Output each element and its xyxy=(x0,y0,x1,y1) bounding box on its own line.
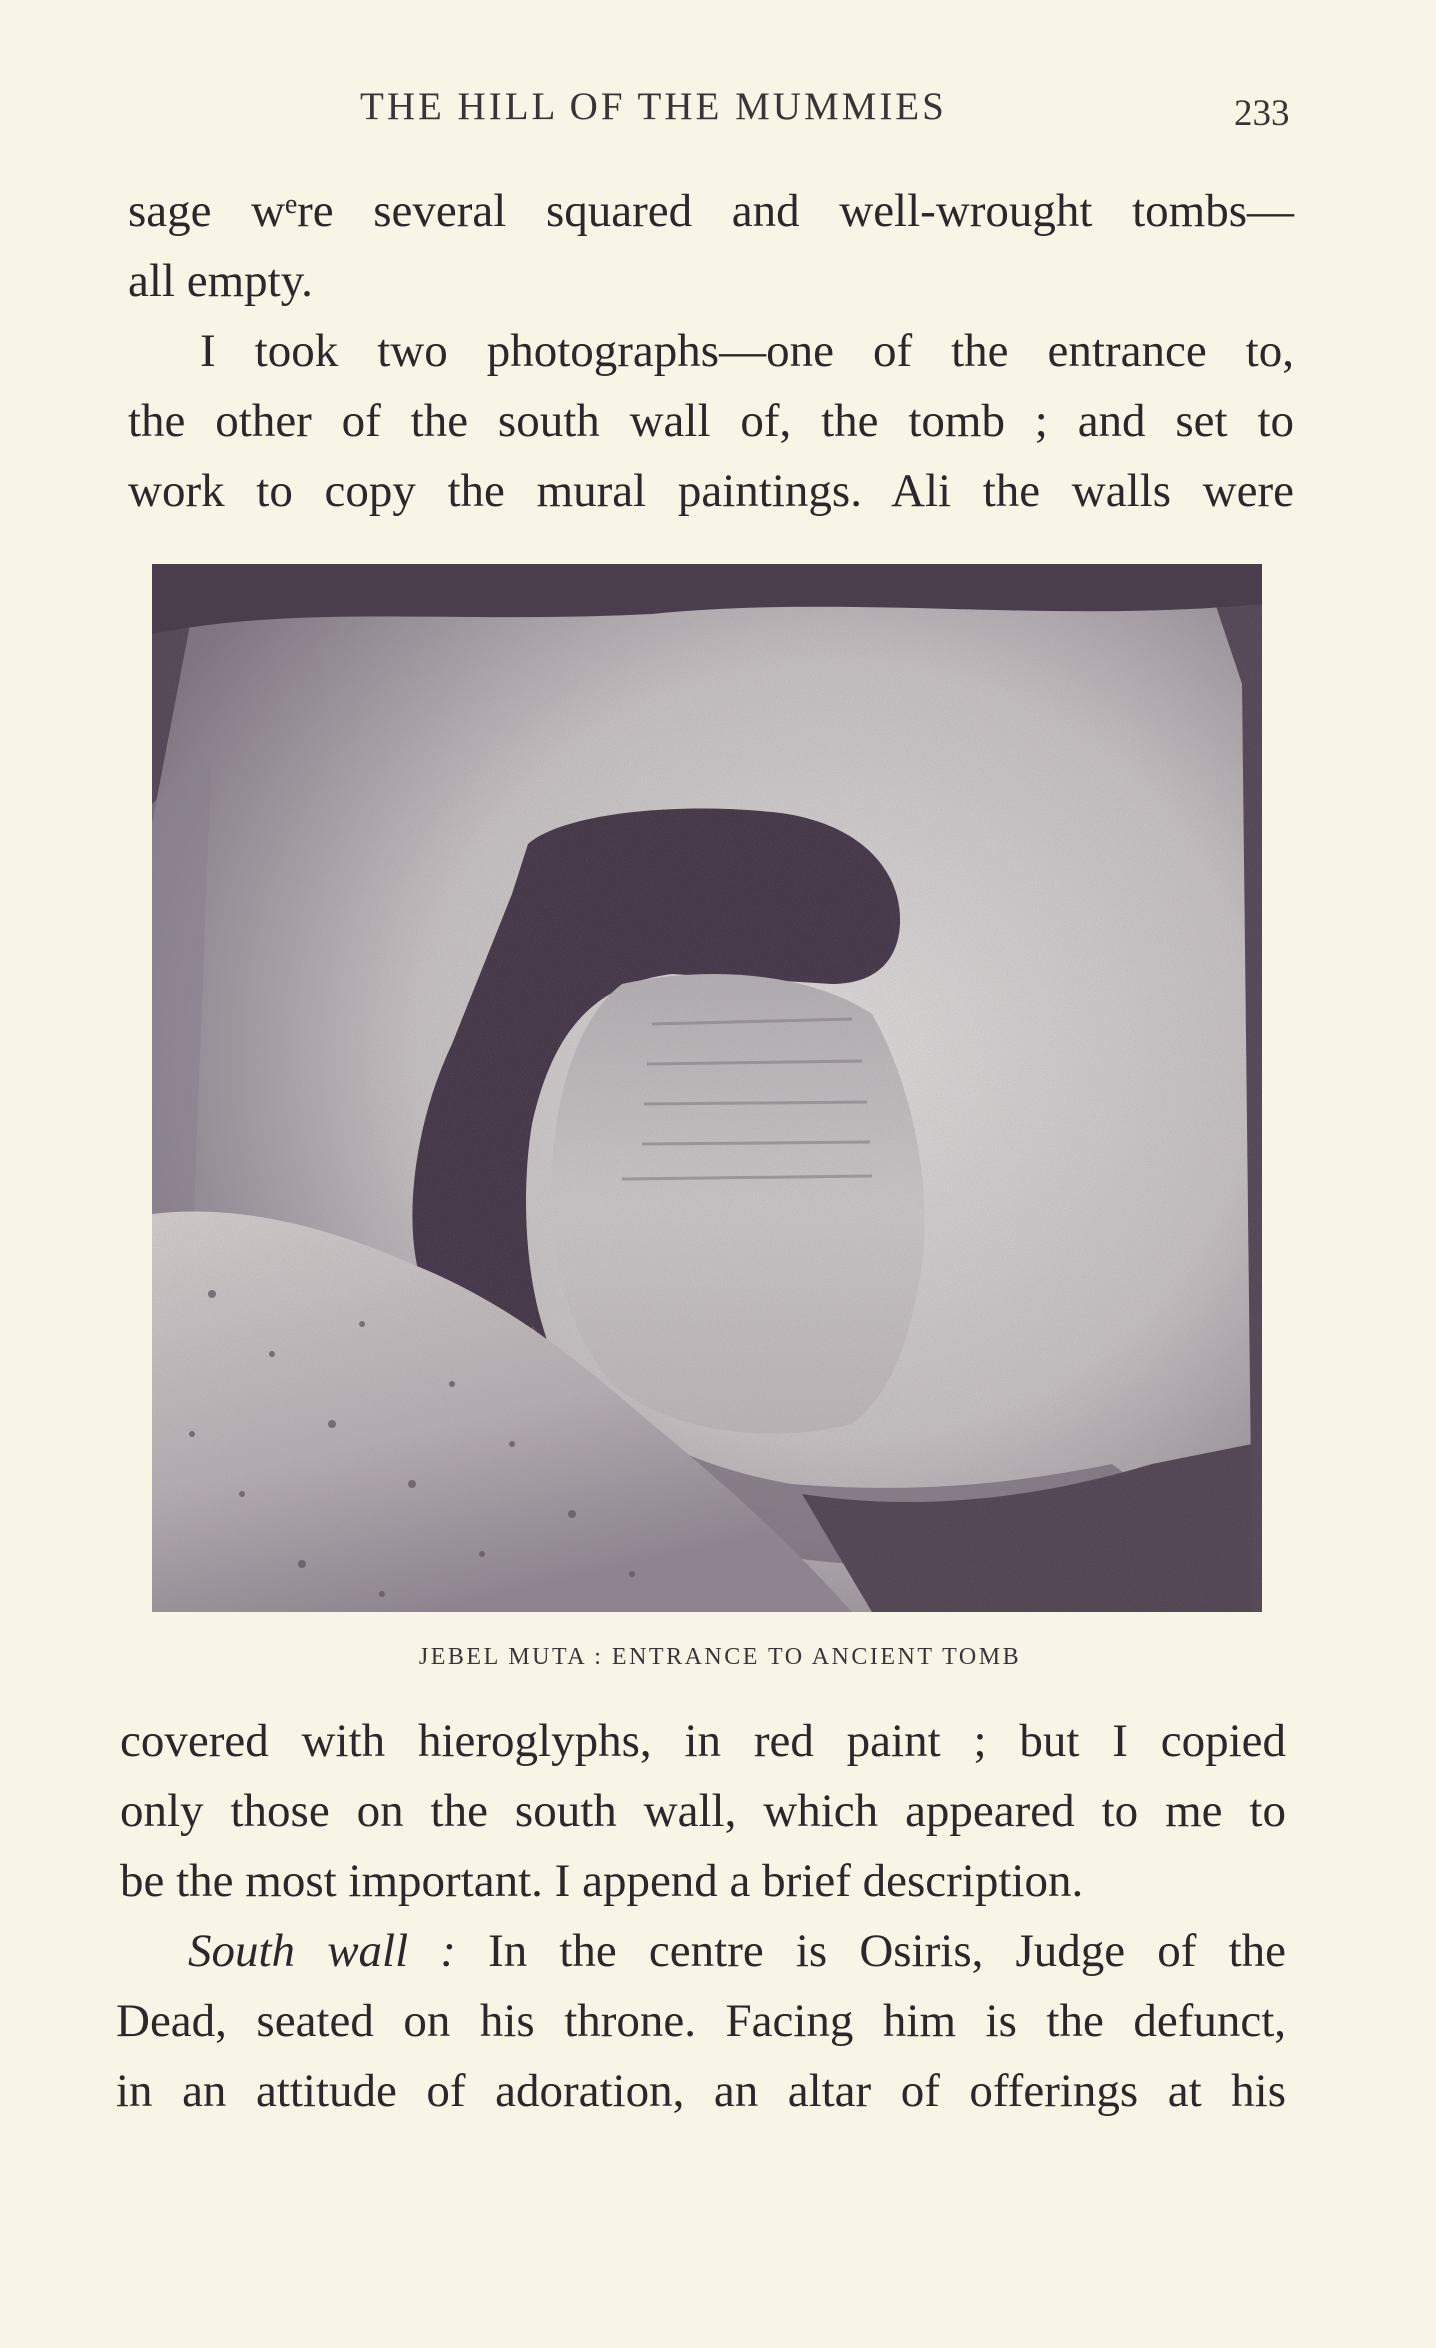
paragraph-3 xyxy=(120,1706,1286,1916)
text-line: covered with hieroglyphs, in red paint ; but I copied xyxy=(120,1715,1286,1767)
text-line: sage wᵉre several squared and well-wrought tombs— xyxy=(128,185,1294,237)
text-line: all empty. xyxy=(128,255,313,307)
text-line: be the most important. I append a brief description. xyxy=(120,1855,1084,1907)
italic-lead: South wall : xyxy=(188,1925,456,1977)
page-number: 233 xyxy=(1234,93,1290,134)
figure-caption: JEBEL MUTA : ENTRANCE TO ANCIENT TOMB xyxy=(418,1644,1022,1670)
text-line: in an attitude of adoration, an altar of offerings at his xyxy=(116,2065,1286,2117)
text-line: Dead, seated on his throne. Facing him is the defunct, xyxy=(116,1995,1286,2047)
photograph-plate xyxy=(152,564,1262,1612)
tomb-entrance-photo xyxy=(152,564,1262,1612)
text-line: only those on the south wall, which appeared to me to xyxy=(120,1785,1286,1837)
text-line: work to copy the mural paintings. Ali the walls were xyxy=(128,465,1294,517)
running-head: THE HILL OF THE MUMMIES xyxy=(360,85,947,128)
paragraph-1 xyxy=(128,176,1294,316)
paragraph-2 xyxy=(128,316,1294,526)
text-line: the other of the south wall of, the tomb ; and set to xyxy=(128,395,1294,447)
text-run: In the centre is Osiris, Judge of the xyxy=(455,1925,1286,1977)
paragraph-4 xyxy=(116,1916,1286,2126)
text-line: I took two photographs—one of the entrance to, xyxy=(200,325,1294,377)
text-line xyxy=(116,1916,1286,1986)
